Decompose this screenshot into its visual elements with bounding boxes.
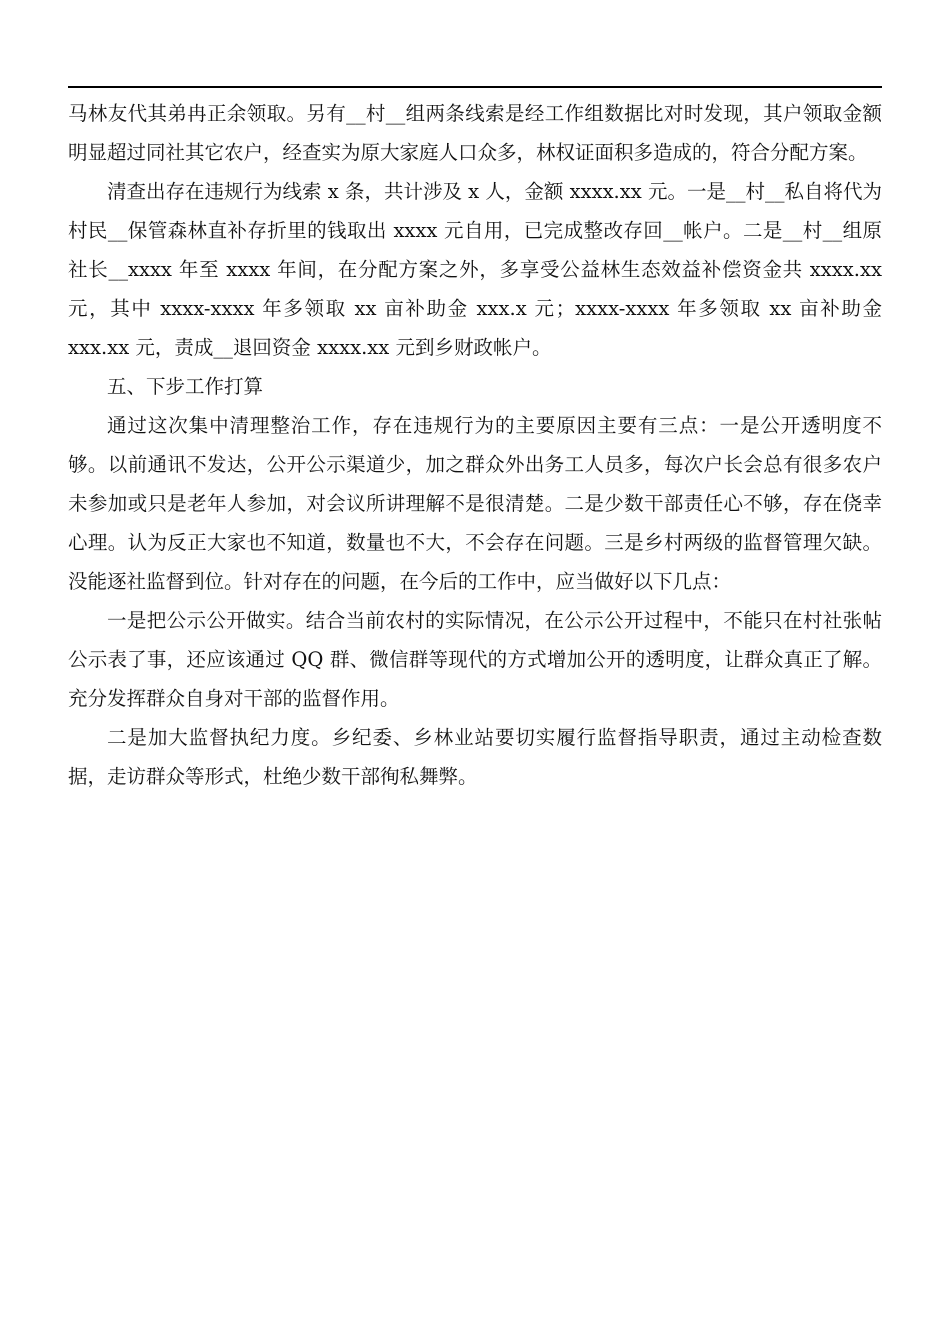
section-heading-next-steps: 五、下步工作打算: [107, 375, 264, 398]
paragraph-main-causes: 通过这次集中清理整治工作，存在违规行为的主要原因主要有三点：一是公开透明度不够。以前通讯不发达，公开公示渠道少，加之群众外出务工人员多，每次户长会总有很多农户未参加或只是老年人参加，对会议所讲理解不是很清楚。二是少数干部责任心不够，存在侥幸心理。认为反正大家也不知道，数量也不大，不会存在问题。三是乡村两级的监督管理欠缺。没能逐社监督到位。针对存在的问题，在今后的工作中，应当做好以下几点：: [68, 414, 882, 593]
header-rule: [68, 86, 882, 88]
paragraph-measure-one: 一是把公示公开做实。结合当前农村的实际情况，在公示公开过程中，不能只在村社张帖公示表了事，还应该通过 QQ 群、微信群等现代的方式增加公开的透明度，让群众真正了解。充分发挥群众自身对干部的监督作用。: [68, 609, 882, 710]
document-body: [68, 94, 882, 796]
paragraph-violations-summary: 清查出存在违规行为线索 x 条，共计涉及 x 人，金额 xxxx.xx 元。一是__村__私自将代为村民__保管森林直补存折里的钱取出 xxxx 元自用，已完成整改存回__帐户。二是__村__组原社长__xxxx 年至 xxxx 年间，在分配方案之外，多享受公益林生态效益补偿资金共 xxxx.xx 元，其中 xxxx-xxxx 年多领取 xx 亩补助金 xxx.x 元；xxxx-xxxx 年多领取 xx 亩补助金 xxx.xx 元，责成__退回资金 xxxx.xx 元到乡财政帐户。: [68, 180, 882, 359]
paragraph-continuation: 马林友代其弟冉正余领取。另有__村__组两条线索是经工作组数据比对时发现，其户领取金额明显超过同社其它农户，经查实为原大家庭人口众多，林权证面积多造成的，符合分配方案。: [68, 102, 882, 164]
paragraph-measure-two: 二是加大监督执纪力度。乡纪委、乡林业站要切实履行监督指导职责，通过主动检查数据，走访群众等形式，杜绝少数干部徇私舞弊。: [68, 726, 882, 788]
